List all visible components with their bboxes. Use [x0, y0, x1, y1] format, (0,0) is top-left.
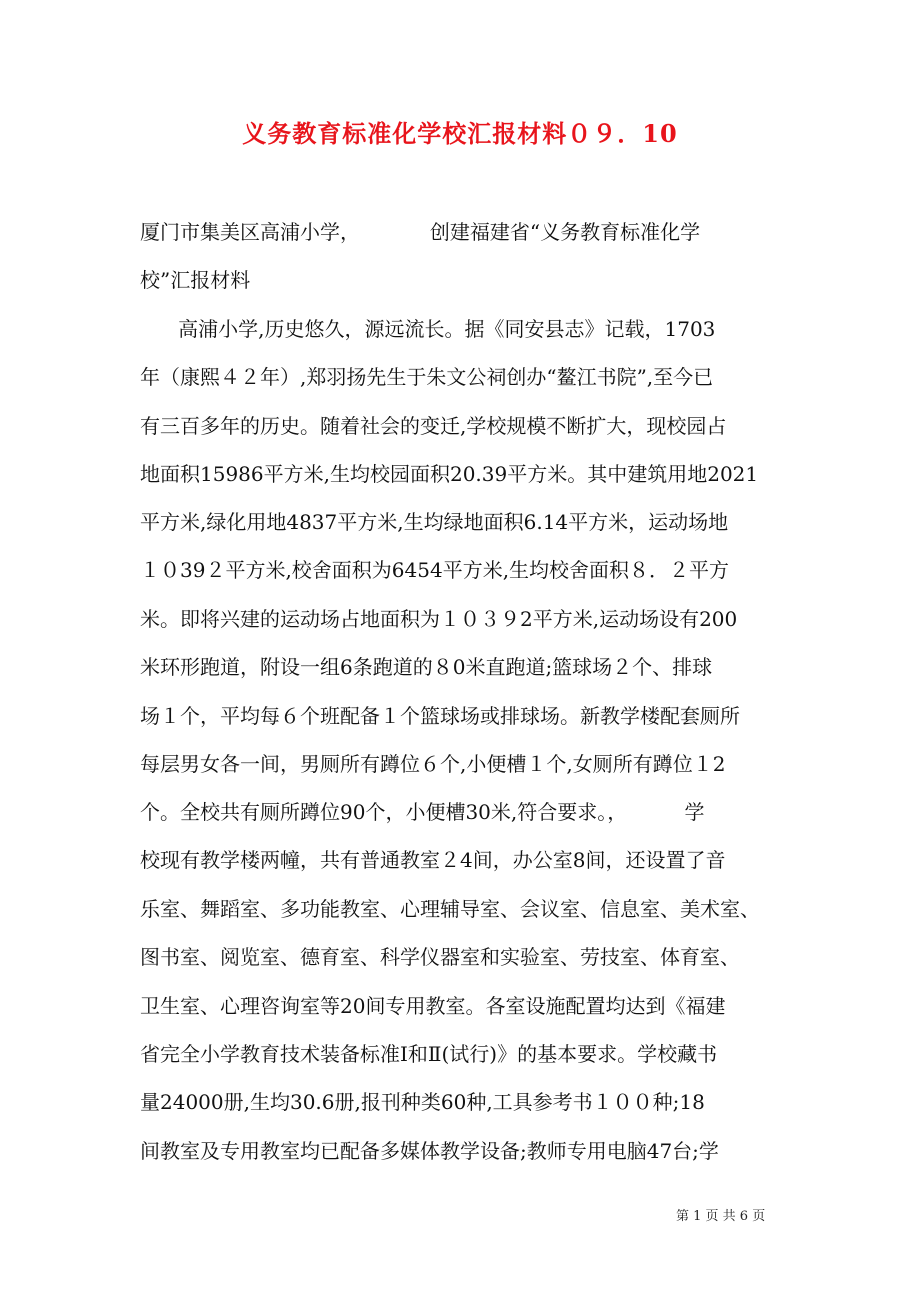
body-line: 省完全小学教育技术装备标准Ⅰ和Ⅱ(试行)》的基本要求。学校藏书: [140, 1042, 718, 1066]
body-line: １０39２平方米,校舍面积为6454平方米,生均校舍面积８．２平方: [140, 558, 730, 582]
body-line: 个。全校共有厕所蹲位90个，小便槽30米,符合要求。， 学: [140, 800, 705, 824]
body-line: 卫生室、心理咨询室等20间专用教室。各室设施配置均达到《福建: [140, 994, 726, 1018]
body-line: 厦门市集美区高浦小学， 创建福建省“义务教育标准化学: [140, 220, 701, 244]
body-line: 每层男女各一间，男厕所有蹲位６个,小便槽１个,女厕所有蹲位１2: [140, 752, 726, 776]
body-line: 图书室、阅览室、德育室、科学仪器室和实验室、劳技室、体育室、: [140, 945, 740, 969]
document-title: 义务教育标准化学校汇报材料０９．10: [242, 119, 678, 148]
body-line: 间教室及专用教室均已配备多媒体教学设备;教师专用电脑47台;学: [140, 1139, 719, 1163]
body-line: 有三百多年的历史。随着社会的变迁,学校规模不断扩大，现校园占: [140, 414, 727, 438]
body-line: 高浦小学,历史悠久，源远流长。据《同安县志》记载，1703: [140, 317, 716, 341]
body-line: 米环形跑道，附设一组6条跑道的８0米直跑道;篮球场２个、排球: [140, 655, 713, 679]
body-line: 校”汇报材料: [140, 268, 251, 292]
body-line: 乐室、舞蹈室、多功能教室、心理辅导室、会议室、信息室、美术室、: [140, 897, 760, 921]
body-line: 年（康熙４２年）,郑羽扬先生于朱文公祠创办“鳌江书院”,至今已: [140, 365, 714, 389]
page-number-footer: 第 1 页 共 6 页: [676, 1209, 766, 1224]
body-line: 地面积15986平方米,生均校园面积20.39平方米。其中建筑用地2021: [140, 462, 759, 486]
body-line: 米。即将兴建的运动场占地面积为１０３９2平方米,运动场设有200: [140, 607, 738, 631]
body-line: 量24000册,生均30.6册,报刊种类60种,工具参考书１００种;18: [140, 1090, 705, 1114]
body-line: 校现有教学楼两幢，共有普通教室２4间，办公室8间，还设置了音: [140, 848, 726, 872]
body-line: 平方米,绿化用地4837平方米,生均绿地面积6.14平方米，运动场地: [140, 510, 729, 534]
body-line: 场１个，平均每６个班配备１个篮球场或排球场。新教学楼配套厕所: [140, 704, 740, 728]
